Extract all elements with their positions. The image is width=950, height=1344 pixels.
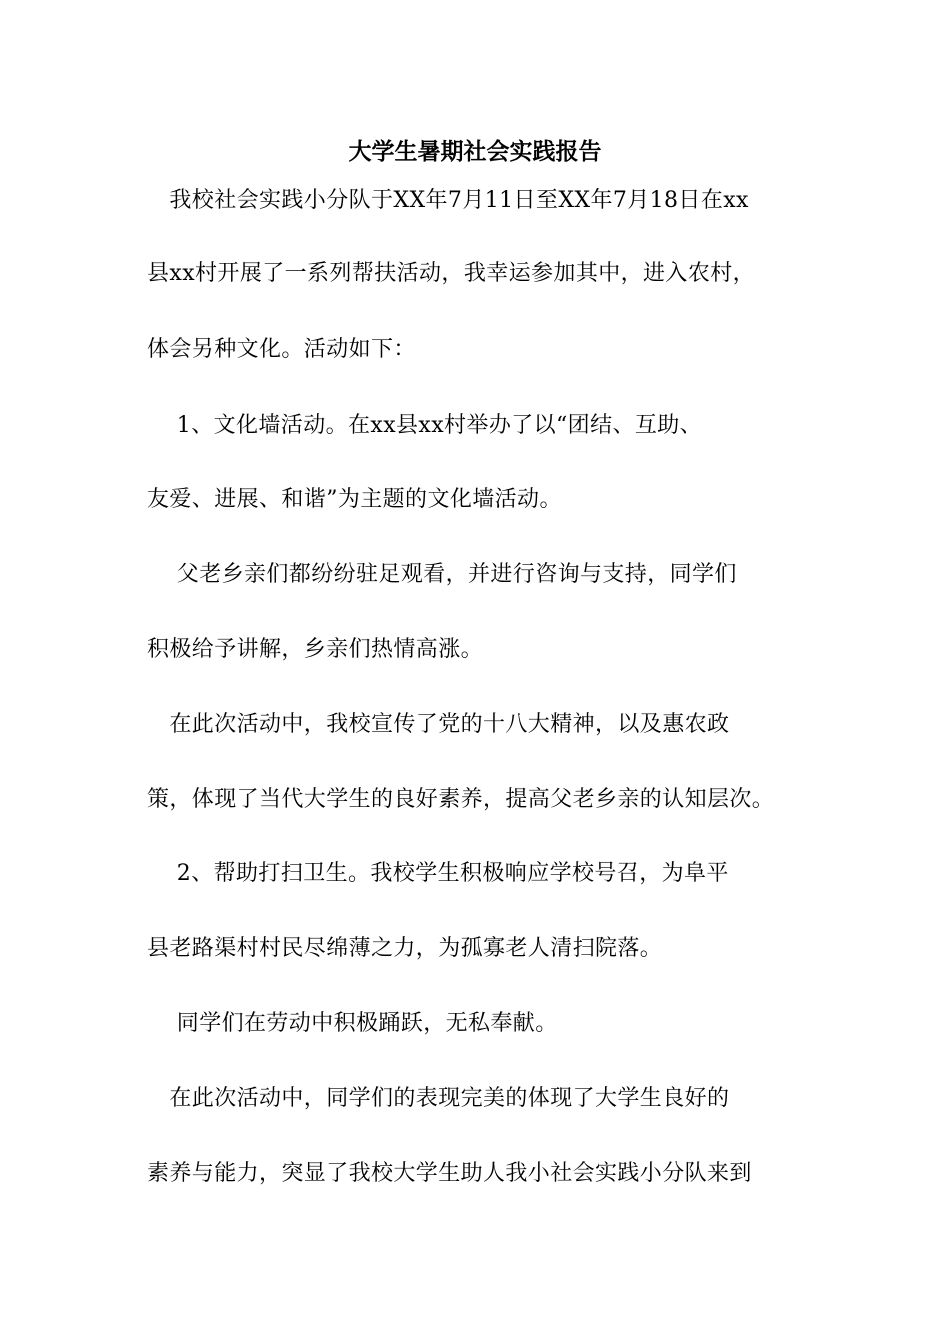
body-line-4: 1、文化墙活动。在xx县xx村举办了以“团结、互助、 (147, 413, 703, 438)
body-line-10: 2、帮助打扫卫生。我校学生积极响应学校号召，为阜平 (147, 861, 729, 886)
body-line-5: 友爱、进展、和谐”为主题的文化墙活动。 (147, 487, 562, 512)
body-line-11: 县老路渠村村民尽绵薄之力，为孤寡老人清扫院落。 (147, 936, 663, 961)
body-line-14: 素养与能力，突显了我校大学生助人我小社会实践小分队来到 (147, 1161, 752, 1186)
body-line-7: 积极给予讲解，乡亲们热情高涨。 (147, 637, 484, 662)
body-line-12: 同学们在劳动中积极踊跃，无私奉献。 (147, 1011, 558, 1036)
body-line-1: 我校社会实践小分队于XX年7月11日至XX年7月18日在xx (147, 188, 749, 213)
body-line-2: 县xx村开展了一系列帮扶活动，我幸运参加其中，进入农村， (147, 261, 756, 286)
body-line-13: 在此次活动中，同学们的表现完美的体现了大学生良好的 (147, 1086, 730, 1111)
body-line-6: 父老乡亲们都纷纷驻足观看，并进行咨询与支持，同学们 (147, 562, 737, 587)
body-line-9: 策，体现了当代大学生的良好素养，提高父老乡亲的认知层次。 (147, 787, 775, 812)
body-line-3: 体会另种文化。活动如下： (147, 337, 416, 362)
body-line-8: 在此次活动中，我校宣传了党的十八大精神，以及惠农政 (147, 712, 730, 737)
document-title: 大学生暑期社会实践报告 (348, 138, 602, 165)
